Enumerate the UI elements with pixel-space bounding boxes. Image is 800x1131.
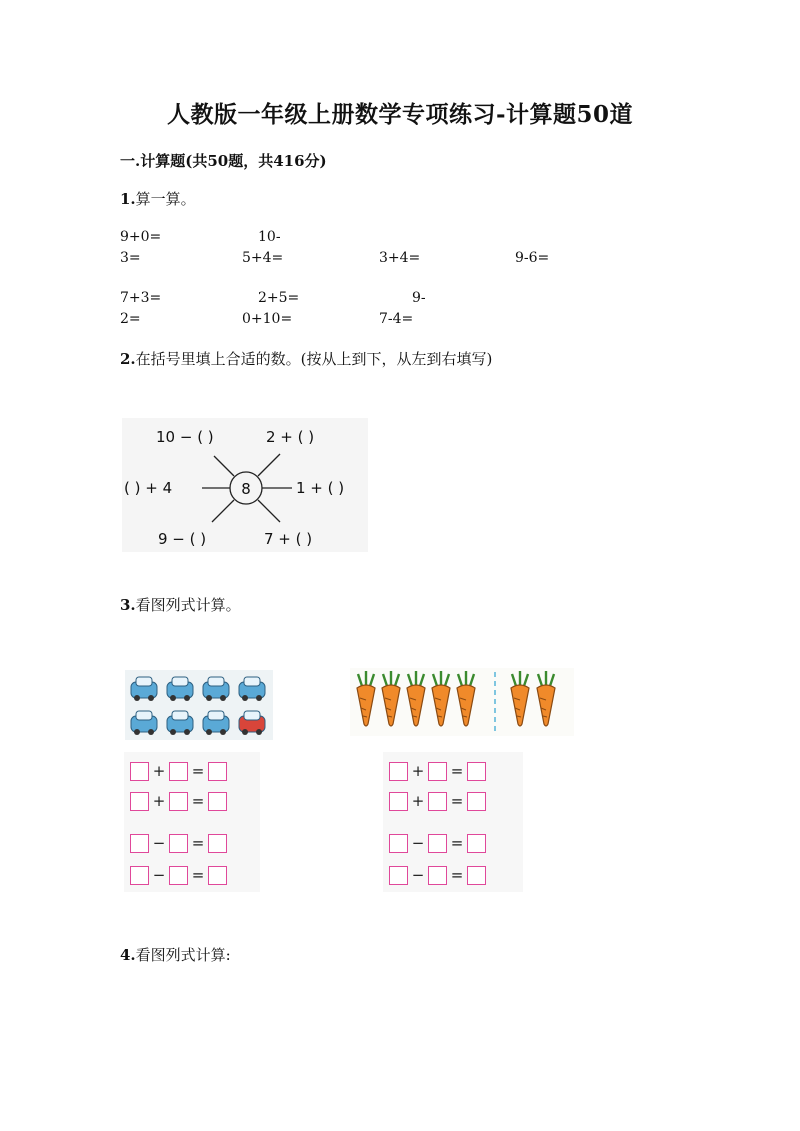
operator-sign: −: [152, 834, 166, 852]
answer-boxes-cars: [124, 752, 260, 892]
blank-left: ( ) + 4: [124, 479, 173, 497]
equation: 3=: [120, 250, 141, 266]
equation: 9-6=: [515, 250, 550, 266]
spoke: [212, 500, 234, 522]
cars-equation-row: [130, 832, 227, 854]
spoke: [214, 456, 234, 476]
question-number: 1.: [120, 190, 136, 208]
operator-sign: −: [411, 866, 425, 884]
equation: 2+5=: [258, 290, 300, 306]
equals-sign: =: [191, 834, 205, 852]
operator-sign: −: [152, 866, 166, 884]
answer-box[interactable]: [130, 762, 149, 781]
carrot-icon: [511, 671, 529, 726]
spoke: [258, 454, 280, 476]
equals-sign: =: [191, 762, 205, 780]
question-number: 3.: [120, 596, 136, 614]
blue-car-icon: [203, 677, 229, 701]
equals-sign: =: [450, 792, 464, 810]
answer-box[interactable]: [467, 866, 486, 885]
blank-bottom-right: 7 + ( ): [264, 530, 313, 548]
equation: 5+4=: [242, 250, 284, 266]
answer-box[interactable]: [130, 792, 149, 811]
blue-car-icon: [203, 711, 229, 735]
answer-box[interactable]: [389, 792, 408, 811]
blank-top-right: 2 + ( ): [266, 428, 315, 446]
carrots-equation-row: [389, 760, 486, 782]
equation: 7-4=: [379, 311, 414, 327]
equation: 3+4=: [379, 250, 421, 266]
equals-sign: =: [450, 762, 464, 780]
question-number: 2.: [120, 350, 136, 368]
answer-box[interactable]: [208, 834, 227, 853]
question-4: [120, 944, 231, 965]
answer-box[interactable]: [428, 762, 447, 781]
answer-box[interactable]: [467, 792, 486, 811]
blue-car-icon: [131, 711, 157, 735]
carrots-equation-row: [389, 864, 486, 886]
equals-sign: =: [191, 792, 205, 810]
carrot-icon: [457, 671, 475, 726]
spoke: [258, 500, 280, 522]
carrot-icon: [382, 671, 400, 726]
equation: 7+3=: [120, 290, 162, 306]
equation: 0+10=: [242, 311, 293, 327]
question-text: 看图列式计算:: [135, 946, 231, 964]
cars-equation-row: [130, 760, 227, 782]
answer-box[interactable]: [208, 866, 227, 885]
answer-box[interactable]: [428, 866, 447, 885]
blank-right: 1 + ( ): [296, 479, 345, 497]
answer-box[interactable]: [428, 834, 447, 853]
equation: 10-: [258, 229, 281, 245]
answer-box[interactable]: [389, 762, 408, 781]
answer-box[interactable]: [130, 834, 149, 853]
question-1: [120, 188, 196, 209]
blank-top-left: 10 − ( ): [156, 428, 214, 446]
answer-box[interactable]: [208, 792, 227, 811]
carrot-icon: [537, 671, 555, 726]
question-2: [120, 348, 492, 369]
number-web-diagram: [122, 418, 368, 552]
equation: 9-: [412, 290, 426, 306]
section-heading: 一.计算题(共50题，共416分): [120, 152, 327, 170]
question-number: 4.: [120, 946, 136, 964]
carrot-icon: [357, 671, 375, 726]
question-text: 算一算。: [135, 190, 196, 208]
carrot-icon: [407, 671, 425, 726]
carrots-equation-row: [389, 790, 486, 812]
answer-box[interactable]: [467, 762, 486, 781]
question-3: [120, 594, 241, 615]
carrots-equation-row: [389, 832, 486, 854]
blue-car-icon: [167, 711, 193, 735]
equation: 9+0=: [120, 229, 162, 245]
operator-sign: +: [152, 792, 166, 810]
equals-sign: =: [191, 866, 205, 884]
equation: 2=: [120, 311, 141, 327]
answer-boxes-carrots: [383, 752, 523, 892]
operator-sign: −: [411, 834, 425, 852]
cars-picture: [125, 670, 273, 740]
blue-car-icon: [131, 677, 157, 701]
answer-box[interactable]: [428, 792, 447, 811]
operator-sign: +: [411, 762, 425, 780]
equals-sign: =: [450, 866, 464, 884]
blue-car-icon: [167, 677, 193, 701]
question-text: 在括号里填上合适的数。(按从上到下，从左到右填写): [135, 350, 493, 368]
operator-sign: +: [411, 792, 425, 810]
answer-box[interactable]: [130, 866, 149, 885]
answer-box[interactable]: [208, 762, 227, 781]
operator-sign: +: [152, 762, 166, 780]
document-title: 人教版一年级上册数学专项练习-计算题50道: [166, 101, 634, 128]
answer-box[interactable]: [169, 834, 188, 853]
carrots-picture: [350, 668, 574, 736]
equals-sign: =: [450, 834, 464, 852]
answer-box[interactable]: [389, 834, 408, 853]
question-text: 看图列式计算。: [135, 596, 241, 614]
blue-car-icon: [239, 677, 265, 701]
answer-box[interactable]: [467, 834, 486, 853]
answer-box[interactable]: [169, 866, 188, 885]
answer-box[interactable]: [169, 762, 188, 781]
red-car-icon: [239, 711, 265, 735]
carrot-icon: [432, 671, 450, 726]
cars-equation-row: [130, 864, 227, 886]
answer-box[interactable]: [389, 866, 408, 885]
center-number: 8: [241, 480, 251, 498]
answer-box[interactable]: [169, 792, 188, 811]
blank-bottom-left: 9 − ( ): [158, 530, 207, 548]
cars-equation-row: [130, 790, 227, 812]
